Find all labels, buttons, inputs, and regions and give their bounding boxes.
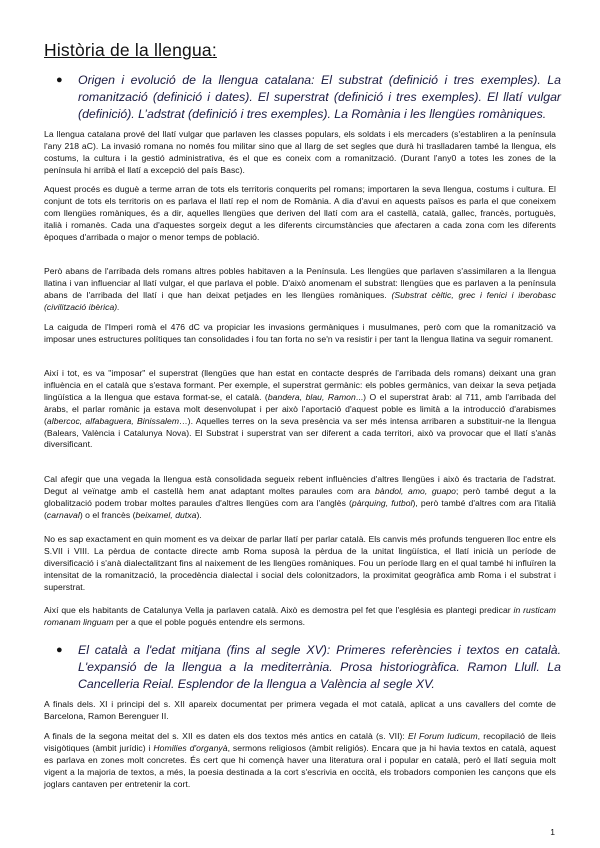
- paragraph: No es sap exactament en quin moment es va deixar de parlar llatí per parlar català. Els canvis més profunds tengueren lloc entre els S.VII i VIII. La pèrdua de contacte directe amb Roma suposà la pèrdua de la unitat lingüística, el llatí inicià un període de diversificació i s'anà dialectalitzant fins al naixement de les llengües romàniques. Fou un període llarg en el qual també hi influïren la intensitat de la romanització, la procedència dialectal i social dels colonitzadors, la proximitat geogràfica amb Roma i el substrat i superstrat.: [44, 534, 556, 592]
- paragraph: A finals de la segona meitat del s. XII es daten els dos textos més antics en català (s. VII): El Forum Iudicum, recopilació de lleis visigòtiques (àmbit jurídic) i Homilies d'organyà, sermons religiosos (àmbit religiós). Encara que ja hi havia textos en català, aquest es parlava en zones molt concretes. És cert que hi començà haver una literatura oral i popular en català, però el llatí seguia molt vigent a la majoria de textos, a més, la poesia destinada a la cort s'escrivia en occità, els trobadors componien les cançons que els joglars cantaven per entretenir la cort.: [44, 731, 556, 789]
- page-title: Història de la llengua:: [44, 40, 217, 60]
- section-heading-origin: [56, 72, 561, 123]
- section-heading-middle-ages: [56, 642, 561, 693]
- paragraph: A finals dels. XI i principi del s. XII apareix documentat per primera vegada el mot català, aplicat a uns cavallers del comte de Barcelona, Ramon Berenguer II.: [44, 699, 556, 721]
- bullet-icon: ●: [56, 644, 63, 656]
- paragraph: Així que els habitants de Catalunya Vella ja parlaven català. Això es demostra pel fet que l'església es plantegi predicar in rusticam romanam linguam per a que el poble pogués entendre els sermons.: [44, 605, 556, 627]
- paragraph: Però abans de l'arribada dels romans altres pobles habitaven a la Península. Les llengües que parlaven s'assimilaren a la llengua llatina i van influenciar al llatí vulgar, el que parlava el poble. D'això anomenam el substrat: llengües que es parlaven a la península abans de l'arribada del llatí i que han deixat petjades en les llengües romàniques. (Substrat cèltic, grec i fenici i iberobasc (civilització ibèrica).: [44, 266, 556, 312]
- page-number: 1: [550, 827, 555, 837]
- section-heading-text: Origen i evolució de la llengua catalana: El substrat (definició i tres exemples). La romanització (definició i dates). El superstrat (definició i tres exemples). El llatí vulgar (definició). L’adstrat (definició i tres exemples). La Romània i les llengües romàniques.: [78, 73, 561, 121]
- paragraph: La caiguda de l'Imperi romà el 476 dC va propiciar les invasions germàniques i musulmanes, però com que la romanització va imposar unes estructures polítiques tan consolidades i fou tan forta no se'n va resistir i per tant la llengua llatina va seguir romanent.: [44, 322, 556, 344]
- paragraph: Cal afegir que una vegada la llengua està consolidada segueix rebent influències d'altres llengües i això és tractaria de l'adstrat. Degut al veïnatge amb el castellà hem anat adaptant moltes paraules com ara bàndol, amo, guapo; però també degut a la globalització podem trobar moltes paraules d'altres llengües com ara l'anglès (pàrquing, futbol), però també d'altres com ara l'italià (carnaval) o el francès (beixamel, dutxa).: [44, 474, 556, 520]
- section-heading-text: El català a l'edat mitjana (fins al segle XV): Primeres referències i textos en català. L'expansió de la llengua a la mediterrània. Prosa historiogràfica. Ramon Llull. La Cancelleria Reial. Esplendor de la llengua a València al segle XV.: [78, 643, 561, 691]
- paragraph: Així i tot, es va "imposar" el superstrat (llengües que han estat en contacte després de l'arribada dels romans) deixant una gran influència en el català que s'estava formant. Per exemple, el superstrat germànic: els pobles germànics, van deixar la seva petjada lingüística a la llengua que estava format-se, el català. (bandera, blau, Ramon...) O el superstrat àrab: al 711, amb l'arribada del àrabs, el parlar romànic ja estava molt desenvolupat i per això l'aportació d'aquest poble es limità a la introducció d'arabismes (albercoc, alfabaguera, Binissalem…). Aquelles terres on la seva presència va ser més intensa arribaren a substituir-ne la llengua (Balears, València i Catalunya Nova). El Substrat i superstrat van ser diferent a cada territori, això va provocar que el llatí s'anàs diversificant.: [44, 368, 556, 450]
- bullet-icon: ●: [56, 74, 63, 86]
- paragraph: Aquest procés es duguè a terme arran de tots els territoris conquerits pel romans; importaren la seva llengua, costums i cultura. El conjunt de tots els territoris on es parlava el llatí rep el nom de Romània. A dia d'avui en aquests països es parla el que coneixem com llengües romàniques, és a dir, aquelles llengües que deriven del llatí com ara el castellà, català, gallec, francès, portuguès, italià i romanès. Cada una d'aquestes sorgeix degut a les diferents circumstàncies que afectaren a cada zona com les diferents èpoques d'arribada o major o menor temps de població.: [44, 184, 556, 242]
- paragraph: La llengua catalana prové del llatí vulgar que parlaven les classes populars, els soldats i els mercaders (s'establiren a la península l'any 218 aC). La invasió romana no només fou militar sino que al llarg de set segles que durà hi traslladaren també la llengua, els costums, la cultura i la gestió administrativa, és el que es coneix com a romanització. (Durant l'any0 a totes les zones de la península hi arribà el llatí a excepció del país Basc).: [44, 129, 556, 175]
